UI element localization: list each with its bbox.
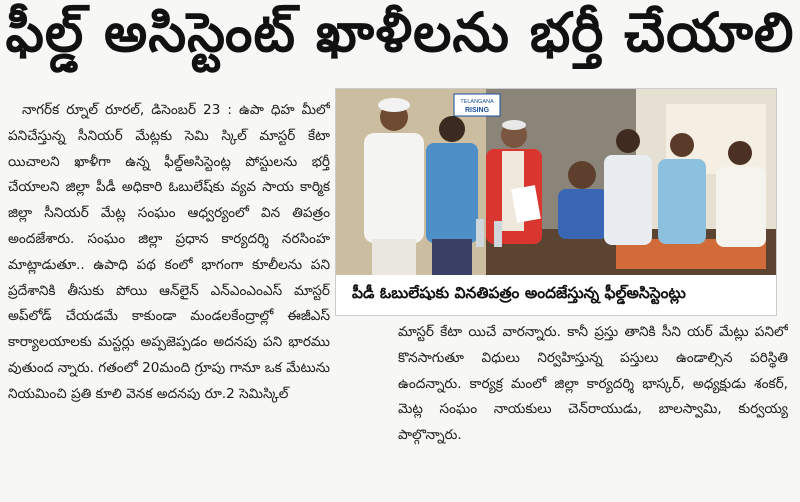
article-text-left: నాగర్‌క ర్నూల్ రూరల్, డిసెంబర్ 23 : ఉపా ధిహ మీలో పనిచేస్తున్న సీనియర్ మేట్లకు సెమి స్కిల్ మాస్టర్ కేటా యిచాలని ఖాళీగా ఉన్న ఫీల్డ్‌అసిస్టెంట్ల పోస్టులను భర్తీ చేయాలని జిల్లా పీడీ అధికారి ఓబులేష్‌కు వ్యవ సాయ కార్మిక జిల్లా సీనియర్ మేట్ల సంఘం ఆధ్వర్యంలో విన తిపత్రం అందజేశారు. సంఘం జిల్లా ప్రధాన కార్యదర్శి నరసింహ మాట్లాడుతూ.. ఉపాధి పథ కంలో భాగంగా కూలీలను పని ప్రదేశానికి తీసుకు పోయి ఆన్‌లైన్ ఎన్‌ఎంఎంఎస్ మాస్టర్ అప్‌లోడ్ చేయడమే కాకుండా మండలకేంద్రాల్లో ఈజీఎస్ కార్యాలయాలకు మస్టర్లు అప్పజెప్పడం అదనపు పని భారము వుతుంద న్నారు. గతంలో 20మంది గ్రూపు గానూ ఒక మేటును నియమించి ప్రతి కూలి వెనక అదనపు రూ.2 సెమిస్కిల్	[8, 102, 330, 402]
article-column-left	[8, 98, 330, 498]
logo-line-1: TELANGANA	[460, 99, 494, 105]
photo-image	[336, 89, 776, 275]
photo-caption: పీడీ ఓబులేషుకు వినతిపత్రం అందజేస్తున్న ఫీల్డ్అసిస్టెంట్లు	[336, 275, 776, 315]
headline: ఫీల్డ్ అసిస్టెంట్ ఖాళీలను భర్తీ చేయాలి	[5, 0, 795, 64]
telangana-rising-logo	[454, 94, 500, 116]
article-column-right	[398, 320, 788, 498]
article-text-right: మాస్టర్ కేటా యిచే వారన్నారు. కానీ ప్రస్తు తానికి సీని యర్ మేట్లు పనిలో కొనసాగుతూ విధులు నిర్వహిస్తున్న పస్తులు ఉండాల్సిన పరిస్థితి ఉందన్నారు. కార్యక్ర మంలో జిల్లా కార్యదర్శి భాస్కర్, అధ్యక్షుడు శంకర్, మెట్ల సంఘం నాయకులు చెన్‌రాయుడు, బాలస్వామి, కుర్వయ్య పాల్గొన్నారు.	[398, 324, 788, 444]
logo-line-2: RISING	[464, 107, 490, 114]
news-photo	[335, 88, 777, 316]
